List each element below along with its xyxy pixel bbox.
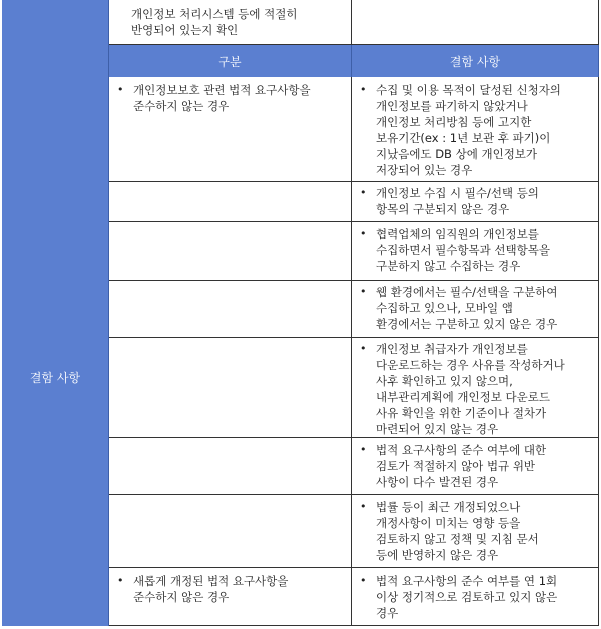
row-1-left-text: 개인정보보호 관련 법적 요구사항을 준수하지 않는 경우 [133,83,311,113]
side-label: 결함 사항 [29,371,81,385]
row-3-left [109,222,352,281]
row-7-right-text: 법률 등이 최근 개정되었으나 개정사항이 미치는 영향 등을 검토하지 않고 정책 및 지침 문서 등에 반영하지 않은 경우 [376,500,539,562]
bullet: • [360,285,367,298]
row-2-right-text: 개인정보 수집 시 필수/선택 등의 항목의 구분되지 않은 경우 [376,186,539,216]
row-4-right-text: 웹 환경에서는 필수/선택을 구분하여 수집하고 있으나, 모바일 앱 환경에서는 구분하고 있지 않은 경우 [376,285,558,331]
row-1-right-text: 수집 및 이용 목적이 달성된 신청자의 개인정보를 파기하지 않았거나 개인정보 처리방침 등에 고지한 보유기간(ex : 1년 보관 후 파기)이 지났음에도 DB 상에 개인정보가 저장되어 있는 경우 [376,83,561,177]
row-8-right-text: 법적 요구사항의 준수 여부를 연 1회 이상 정기적으로 검토하고 있지 않은 경우 [376,574,558,620]
bullet: • [360,342,367,355]
row-1-left [109,77,352,182]
row-4-right [352,281,599,338]
row-4-left [109,281,352,338]
bullet: • [360,83,367,96]
header-col1 [109,45,352,77]
row-6-left [109,438,352,495]
bullet: • [117,574,124,587]
top-row-empty-cell [352,0,599,45]
side-column [2,45,109,626]
row-8-right [352,568,599,626]
row-5-left [109,338,352,438]
row-5-right-text: 개인정보 취급자가 개인정보를 다운로드하는 경우 사유를 작성하거나 사후 확인하고 있지 않으며, 내부관리계획에 개인정보 다운로드 사유 확인을 위한 기준이나 절차가 마련되어 있지 않는 경우 [376,342,565,436]
row-6-right [352,438,599,495]
row-2-right [352,182,599,222]
bullet: • [360,574,367,587]
row-2-left [109,182,352,222]
row-8-left [109,568,352,626]
row-8-left-text: 새롭게 개정된 법적 요구사항을 준수하지 않은 경우 [133,574,289,604]
row-6-right-text: 법적 요구사항의 준수 여부에 대한 검토가 적절하지 않아 법규 위반 사항이 다수 발견된 경우 [376,443,547,489]
header-col2-label: 결함 사항 [449,54,501,69]
top-row-text-cell [109,0,352,45]
requirements-table [2,0,599,626]
header-col2 [352,45,599,77]
row-1-right [352,77,599,182]
top-row-text: 개인정보 처리시스템 등에 적절히 반영되어 있는지 확인 [131,7,298,37]
bullet: • [117,83,124,96]
row-3-right-text: 협력업체의 임직원의 개인정보를 수집하면서 필수항목과 선택항목을 구분하지 않고 수집하는 경우 [376,227,550,273]
bullet: • [360,186,367,199]
row-5-right [352,338,599,438]
bullet: • [360,227,367,240]
top-row-side [2,0,109,45]
row-7-left [109,495,352,568]
bullet: • [360,500,367,513]
header-col1-label: 구분 [218,54,242,69]
bullet: • [360,443,367,456]
row-7-right [352,495,599,568]
row-3-right [352,222,599,281]
